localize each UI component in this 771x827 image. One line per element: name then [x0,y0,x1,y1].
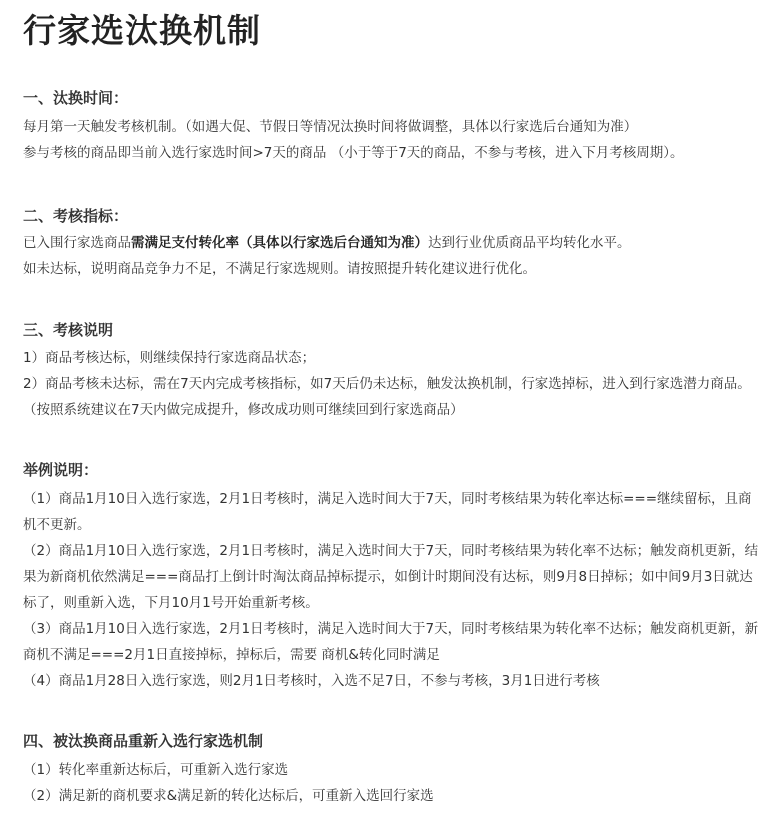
example-paragraph: （3）商品1月10日入选行家选，2月1日考核时，满足入选时间大于7天，同时考核结果为转化率不达标；触发商机更新，新商机不满足===2月1日直接掉标，掉标后，需要 商机&转化同时满足 [23,621,759,663]
section-heading: 举例说明： [23,461,99,479]
paragraph: （2）满足新的商机要求&满足新的转化达标后，可重新入选回行家选 [23,788,434,804]
section-examples [23,459,763,694]
criterion-bold: 需满足支付转化率（具体以行家选后台通知为准） [131,235,428,251]
paragraph: 1）商品考核达标，则继续保持行家选商品状态； [23,350,316,366]
paragraph: （1）转化率重新达标后，可重新入选行家选 [23,762,289,778]
paragraph: 如未达标，说明商品竞争力不足，不满足行家选规则。请按照提升转化建议进行优化。 [23,261,536,277]
document [23,0,763,809]
example-paragraph: （2）商品1月10日入选行家选，2月1日考核时，满足入选时间大于7天，同时考核结果为转化率不达标；触发商机更新，结果为新商机依然满足===商品打上倒计时淘汰商品掉标提示，如倒计时期间没有达标，则9月8日掉标；如中间9月3日就达标了，则重新入选，下月10月1号开始重新考核。 [23,543,759,611]
section-assessment-criteria [23,205,763,282]
criterion-prefix: 已入围行家选商品 [23,235,131,251]
section-heading: 三、考核说明 [23,321,114,339]
section-heading: 二、考核指标： [23,207,129,225]
section-reentry-mechanism [23,730,763,809]
section-assessment-notes [23,319,763,423]
paragraph: 参与考核的商品即当前入选行家选时间>7天的商品 （小于等于7天的商品，不参与考核，进入下月考核周期）。 [23,145,684,161]
section-elimination-time [23,87,763,166]
criterion-suffix: 达到行业优质商品平均转化水平。 [428,235,631,251]
example-paragraph: （1）商品1月10日入选行家选，2月1日考核时，满足入选时间大于7天，同时考核结果为转化率达标===继续留标，且商机不更新。 [23,491,752,533]
paragraph: 2）商品考核未达标，需在7天内完成考核指标，如7天后仍未达标，触发汰换机制，行家选掉标，进入到行家选潜力商品。（按照系统建议在7天内做完成提升，修改成功则可继续回到行家选商品） [23,376,751,418]
paragraph: 每月第一天触发考核机制。（如遇大促、节假日等情况汰换时间将做调整，具体以行家选后台通知为准） [23,119,638,135]
criterion-paragraph [23,230,763,256]
page-title: 行家选汰换机制 [23,11,261,50]
section-heading: 四、被汰换商品重新入选行家选机制 [23,732,264,750]
example-paragraph: （4）商品1月28日入选行家选，则2月1日考核时，入选不足7日，不参与考核，3月1日进行考核 [23,673,600,689]
section-heading: 一、汰换时间： [23,89,129,107]
